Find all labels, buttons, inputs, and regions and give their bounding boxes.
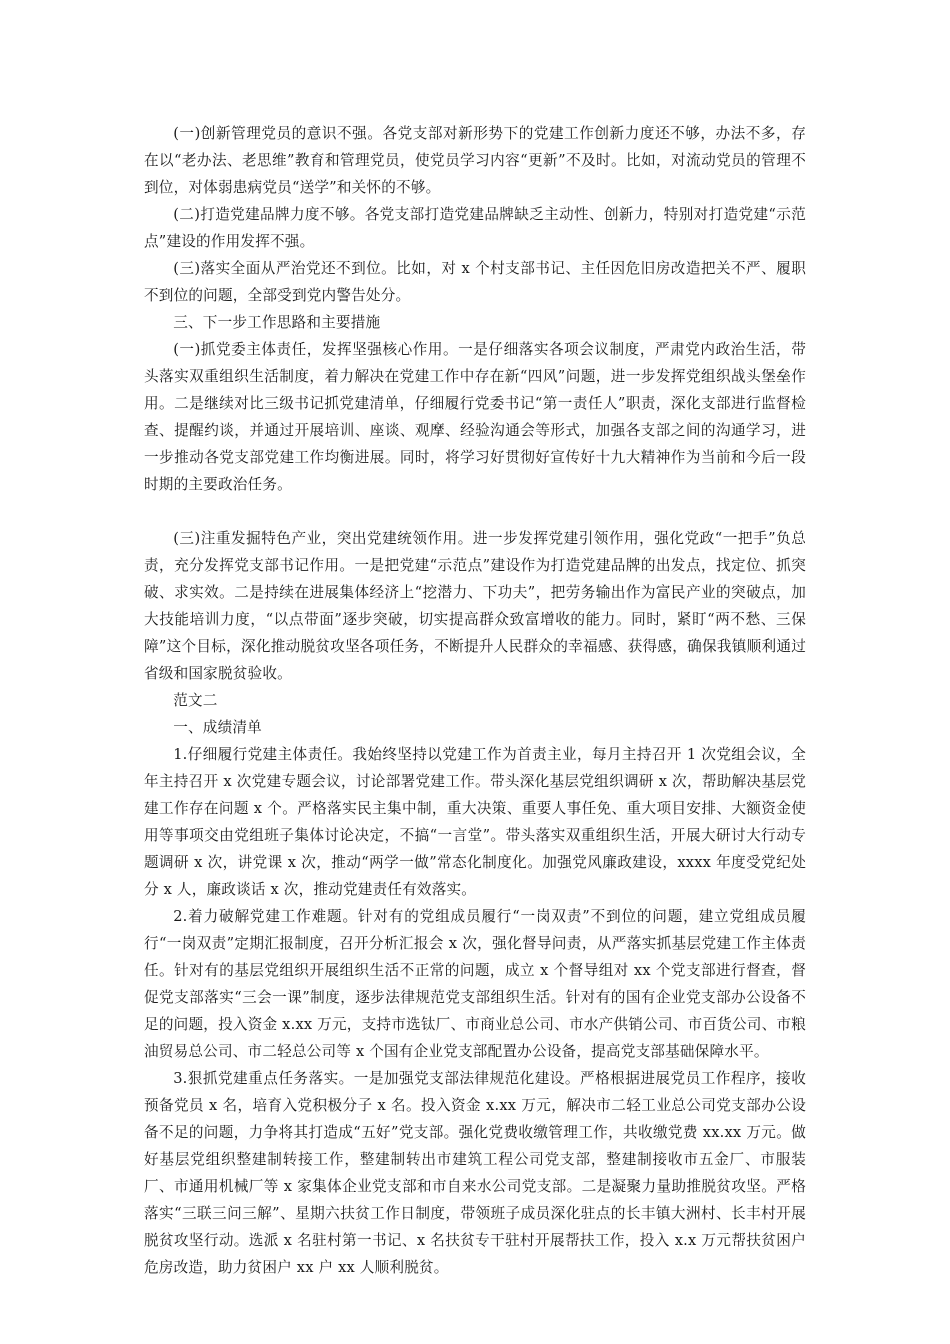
sample-heading: 范文二 (173, 692, 218, 709)
paragraph-measure-3: (三)注重发掘特色产业，突出党建统领作用。进一步发挥党建引领作用，强化党政“一把手”负总责，充分发挥党支部书记作用。一是把党建“示范点”建设作为打造党建品牌的出发点，找定位、抓突破、求实效。二是持续在进展集体经济上“挖潜力、下功夫”，把劳务输出作为富民产业的突破点，加大技能培训力度，“以点带面”逐步突破，切实提高群众致富增收的能力。同时，紧盯“两不愁、三保障”这个目标，深化推动脱贫攻坚各项任务，不断提升人民群众的幸福感、获得感，确保我镇顺利通过省级和国家脱贫验收。 (144, 530, 806, 682)
paragraph-measure-1: (一)抓党委主体责任，发挥坚强核心作用。一是仔细落实各项会议制度，严肃党内政治生活，带头落实双重组织生活制度，着力解决在党建工作中存在新“四风”问题，进一步发挥党组织战头堡垒作用。二是继续对比三级书记抓党建清单，仔细履行党委书记“第一责任人”职责，深化支部进行监督检查、提醒约谈，并通过开展培训、座谈、观摩、经验沟通会等形式，加强各支部之间的沟通学习，进一步推动各党支部党建工作均衡进展。同时，将学习好贯彻好宣传好十九大精神作为当前和今后一段时期的主要政治任务。 (144, 341, 806, 493)
section-heading-next-steps: 三、下一步工作思路和主要措施 (173, 314, 381, 331)
paragraph-achievement-2: 2.着力破解党建工作难题。针对有的党组成员履行“一岗双责”不到位的问题，建立党组成员履行“一岗双责”定期汇报制度，召开分析汇报会 x 次，强化督导问责，从严落实抓基层党建工作主体责任。针对有的基层党组织开展组织生活不正常的问题，成立 x 个督导组对 xx 个党支部进行督查，督促党支部落实“三会一课”制度，逐步法律规范党支部组织生活。针对有的国有企业党支部办公设备不足的问题，投入资金 x.xx 万元，支持市选钛厂、市商业总公司、市水产供销公司、市百货公司、市粮油贸易总公司、市二轻总公司等 x 个国有企业党支部配置办公设备，提高党支部基础保障水平。 (144, 908, 806, 1060)
blank-line (144, 498, 806, 525)
document-page (144, 120, 806, 1281)
paragraph-achievement-1: 1.仔细履行党建主体责任。我始终坚持以党建工作为首责主业，每月主持召开 1 次党组会议，全年主持召开 x 次党建专题会议，讨论部署党建工作。带头深化基层党组织调研 x 次，帮助解决基层党建工作存在问题 x 个。严格落实民主集中制，重大决策、重要人事任免、重大项目安排、大额资金使用等事项交由党组班子集体讨论决定，不搞“一言堂”。带头落实双重组织生活，开展大研讨大行动专题调研 x 次，讲党课 x 次，推动“两学一做”常态化制度化。加强党风廉政建设，xxxx 年度受党纪处分 x 人，廉政谈话 x 次，推动党建责任有效落实。 (144, 746, 806, 898)
paragraph-brand-weakness: (二)打造党建品牌力度不够。各党支部打造党建品牌缺乏主动性、创新力，特别对打造党建“示范点”建设的作用发挥不强。 (144, 206, 806, 250)
section-heading-achievements: 一、成绩清单 (173, 719, 262, 736)
paragraph-discipline-weakness: (三)落实全面从严治党还不到位。比如，对 x 个村支部书记、主任因危旧房改造把关不严、履职不到位的问题，全部受到党内警告处分。 (144, 260, 806, 304)
paragraph-achievement-3: 3.狠抓党建重点任务落实。一是加强党支部法律规范化建设。严格根据进展党员工作程序，接收预备党员 x 名，培育入党积极分子 x 名。投入资金 x.xx 万元，解决市二轻工业总公司党支部办公设备不足的问题，力争将其打造成“五好”党支部。强化党费收缴管理工作，共收缴党费 xx.xx 万元。做好基层党组织整建制转接工作，整建制转出市建筑工程公司党支部，整建制接收市五金厂、市服装厂、市通用机械厂等 x 家集体企业党支部和市自来水公司党支部。二是凝聚力量助推脱贫攻坚。严格落实“三联三问三解”、星期六扶贫工作日制度，带领班子成员深化驻点的长丰镇大洲村、长丰村开展脱贫攻坚行动。选派 x 名驻村第一书记、x 名扶贫专干驻村开展帮扶工作，投入 x.x 万元帮扶贫困户危房改造，助力贫困户 xx 户 xx 人顺利脱贫。 (144, 1070, 806, 1276)
paragraph-innovation-weakness: (一)创新管理党员的意识不强。各党支部对新形势下的党建工作创新力度还不够，办法不多，存在以“老办法、老思维”教育和管理党员，使党员学习内容“更新”不及时。比如，对流动党员的管理不到位，对体弱患病党员“送学”和关怀的不够。 (144, 125, 806, 196)
